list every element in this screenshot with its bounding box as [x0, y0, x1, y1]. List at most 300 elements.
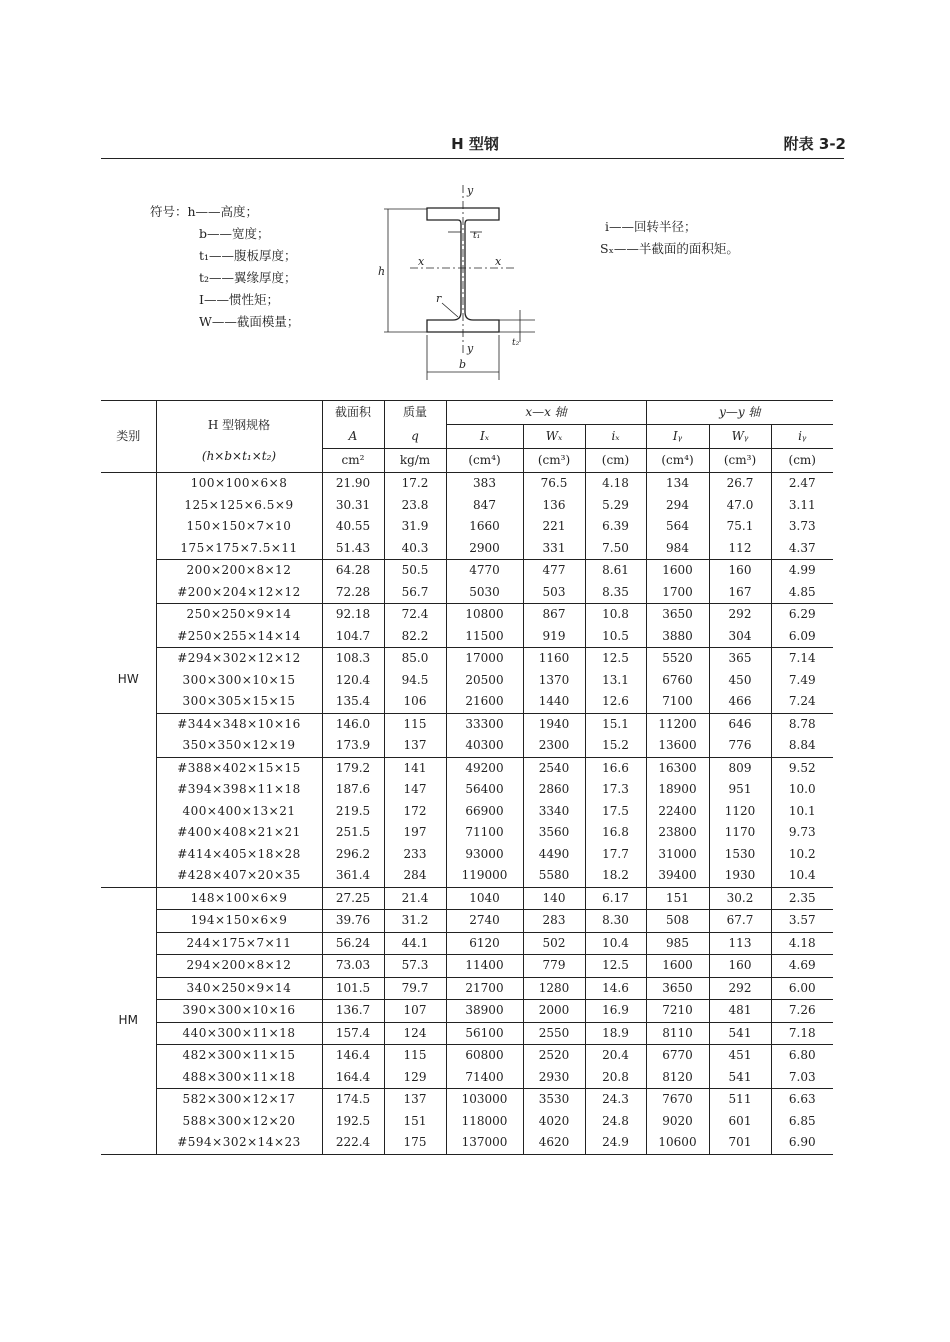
- value-cell: 72.4: [384, 604, 446, 626]
- value-cell: 1370: [523, 670, 585, 692]
- value-cell: 40.3: [384, 538, 446, 560]
- value-cell: 129: [384, 1067, 446, 1089]
- value-cell: 172: [384, 801, 446, 823]
- spec-cell: 482×300×11×15: [156, 1045, 322, 1067]
- value-cell: 173.9: [322, 735, 384, 757]
- col-header-area: 截面积: [322, 401, 384, 425]
- value-cell: 451: [709, 1045, 771, 1067]
- value-cell: 27.25: [322, 887, 384, 910]
- value-cell: 56400: [446, 779, 523, 801]
- table-body: [101, 473, 833, 1155]
- value-cell: 2.35: [771, 887, 833, 910]
- value-cell: 10.2: [771, 844, 833, 866]
- value-cell: 283: [523, 910, 585, 933]
- value-cell: 13600: [646, 735, 709, 757]
- col-symbol-mass: q: [384, 425, 446, 449]
- table-row: [101, 1000, 833, 1023]
- value-cell: 564: [646, 516, 709, 538]
- spec-cell: 194×150×6×9: [156, 910, 322, 933]
- value-cell: 56.7: [384, 582, 446, 604]
- value-cell: 7.18: [771, 1022, 833, 1045]
- value-cell: 75.1: [709, 516, 771, 538]
- value-cell: 7.24: [771, 691, 833, 713]
- symbol-legend: [150, 201, 299, 333]
- value-cell: 136.7: [322, 1000, 384, 1023]
- value-cell: 6770: [646, 1045, 709, 1067]
- value-cell: 1600: [646, 560, 709, 582]
- value-cell: 6.09: [771, 626, 833, 648]
- value-cell: 39400: [646, 865, 709, 887]
- spec-title: H 型钢规格: [207, 417, 271, 432]
- value-cell: 450: [709, 670, 771, 692]
- table-row: [101, 1132, 833, 1154]
- value-cell: 7210: [646, 1000, 709, 1023]
- value-cell: 4.18: [585, 473, 646, 495]
- value-cell: 39.76: [322, 910, 384, 933]
- value-cell: 14.6: [585, 977, 646, 1000]
- value-cell: 8.84: [771, 735, 833, 757]
- col-header-yy-axis: y—y 轴: [646, 401, 833, 425]
- value-cell: 160: [709, 560, 771, 582]
- value-cell: 113: [709, 932, 771, 955]
- value-cell: 4.69: [771, 955, 833, 978]
- value-cell: 6120: [446, 932, 523, 955]
- value-cell: 174.5: [322, 1089, 384, 1111]
- value-cell: 15.1: [585, 713, 646, 735]
- category-cell: HW: [101, 473, 156, 888]
- value-cell: 85.0: [384, 648, 446, 670]
- value-cell: 31.2: [384, 910, 446, 933]
- value-cell: 1280: [523, 977, 585, 1000]
- col-symbol-area: A: [322, 425, 384, 449]
- value-cell: 10600: [646, 1132, 709, 1154]
- col-symbol-ix-radius: iₓ: [585, 425, 646, 449]
- dim-label-t1: t₁: [473, 231, 481, 241]
- value-cell: 26.7: [709, 473, 771, 495]
- spec-cell: 244×175×7×11: [156, 932, 322, 955]
- spec-cell: #294×302×12×12: [156, 648, 322, 670]
- value-cell: 383: [446, 473, 523, 495]
- value-cell: 4490: [523, 844, 585, 866]
- value-cell: 135.4: [322, 691, 384, 713]
- value-cell: 140: [523, 887, 585, 910]
- value-cell: 2550: [523, 1022, 585, 1045]
- spec-cell: #428×407×20×35: [156, 865, 322, 887]
- value-cell: 294: [646, 495, 709, 517]
- value-cell: 24.3: [585, 1089, 646, 1111]
- value-cell: 3.73: [771, 516, 833, 538]
- value-cell: 57.3: [384, 955, 446, 978]
- value-cell: 508: [646, 910, 709, 933]
- value-cell: 30.2: [709, 887, 771, 910]
- spec-cell: 250×250×9×14: [156, 604, 322, 626]
- spec-cell: #200×204×12×12: [156, 582, 322, 604]
- value-cell: 120.4: [322, 670, 384, 692]
- value-cell: 20.8: [585, 1067, 646, 1089]
- value-cell: 3.11: [771, 495, 833, 517]
- value-cell: 219.5: [322, 801, 384, 823]
- value-cell: 6.39: [585, 516, 646, 538]
- col-header-spec: [156, 401, 322, 449]
- table-row: [101, 670, 833, 692]
- value-cell: 18.2: [585, 865, 646, 887]
- axis-label-y: y: [467, 342, 474, 355]
- spec-cell: 440×300×11×18: [156, 1022, 322, 1045]
- value-cell: 64.28: [322, 560, 384, 582]
- value-cell: 4770: [446, 560, 523, 582]
- value-cell: 3.57: [771, 910, 833, 933]
- table-row: [101, 932, 833, 955]
- table-row: [101, 691, 833, 713]
- col-header-xx-axis: x—x 轴: [446, 401, 646, 425]
- legend-item: 符号：h——高度；: [150, 204, 259, 219]
- spec-cell: #594×302×14×23: [156, 1132, 322, 1154]
- value-cell: 17.3: [585, 779, 646, 801]
- spec-cell: 582×300×12×17: [156, 1089, 322, 1111]
- value-cell: 701: [709, 1132, 771, 1154]
- value-cell: 33300: [446, 713, 523, 735]
- table-row: [101, 735, 833, 757]
- value-cell: 9.73: [771, 822, 833, 844]
- table-row: [101, 910, 833, 933]
- value-cell: 146.0: [322, 713, 384, 735]
- value-cell: 24.8: [585, 1111, 646, 1133]
- value-cell: 56.24: [322, 932, 384, 955]
- spec-cell: 400×400×13×21: [156, 801, 322, 823]
- value-cell: 93000: [446, 844, 523, 866]
- spec-formula: (h×b×t₁×t₂): [156, 449, 322, 473]
- value-cell: 6.17: [585, 887, 646, 910]
- value-cell: 167: [709, 582, 771, 604]
- value-cell: 10.1: [771, 801, 833, 823]
- value-cell: 222.4: [322, 1132, 384, 1154]
- spec-cell: #344×348×10×16: [156, 713, 322, 735]
- value-cell: 94.5: [384, 670, 446, 692]
- value-cell: 40300: [446, 735, 523, 757]
- value-cell: 12.6: [585, 691, 646, 713]
- value-cell: 137000: [446, 1132, 523, 1154]
- value-cell: 16.6: [585, 757, 646, 779]
- value-cell: 6.85: [771, 1111, 833, 1133]
- value-cell: 51.43: [322, 538, 384, 560]
- table-row: [101, 822, 833, 844]
- table-row: [101, 1045, 833, 1067]
- value-cell: 233: [384, 844, 446, 866]
- value-cell: 50.5: [384, 560, 446, 582]
- value-cell: 6.29: [771, 604, 833, 626]
- value-cell: 1170: [709, 822, 771, 844]
- spec-cell: 588×300×12×20: [156, 1111, 322, 1133]
- page-title: H 型钢: [451, 135, 499, 153]
- value-cell: 11500: [446, 626, 523, 648]
- value-cell: 67.7: [709, 910, 771, 933]
- value-cell: 72.28: [322, 582, 384, 604]
- value-cell: 92.18: [322, 604, 384, 626]
- value-cell: 10.0: [771, 779, 833, 801]
- value-cell: 11200: [646, 713, 709, 735]
- value-cell: 24.9: [585, 1132, 646, 1154]
- table-row: [101, 801, 833, 823]
- value-cell: 477: [523, 560, 585, 582]
- value-cell: 6760: [646, 670, 709, 692]
- value-cell: 107: [384, 1000, 446, 1023]
- value-cell: 82.2: [384, 626, 446, 648]
- value-cell: 7670: [646, 1089, 709, 1111]
- spec-cell: 300×305×15×15: [156, 691, 322, 713]
- spec-cell: #388×402×15×15: [156, 757, 322, 779]
- value-cell: 71400: [446, 1067, 523, 1089]
- spec-cell: 340×250×9×14: [156, 977, 322, 1000]
- value-cell: 9.52: [771, 757, 833, 779]
- value-cell: 12.5: [585, 955, 646, 978]
- value-cell: 31.9: [384, 516, 446, 538]
- table-row: [101, 582, 833, 604]
- table-row: [101, 844, 833, 866]
- spec-cell: 148×100×6×9: [156, 887, 322, 910]
- value-cell: 7.49: [771, 670, 833, 692]
- h-beam-table: [101, 400, 833, 1155]
- value-cell: 118000: [446, 1111, 523, 1133]
- value-cell: 10.8: [585, 604, 646, 626]
- value-cell: 541: [709, 1067, 771, 1089]
- table-row: [101, 516, 833, 538]
- value-cell: 502: [523, 932, 585, 955]
- value-cell: 21700: [446, 977, 523, 1000]
- value-cell: 119000: [446, 865, 523, 887]
- value-cell: 17.2: [384, 473, 446, 495]
- legend-item: t₁——腹板厚度；: [199, 248, 297, 263]
- table-row: [101, 955, 833, 978]
- value-cell: 1440: [523, 691, 585, 713]
- value-cell: 2000: [523, 1000, 585, 1023]
- value-cell: 30.31: [322, 495, 384, 517]
- value-cell: 71100: [446, 822, 523, 844]
- value-cell: 10800: [446, 604, 523, 626]
- value-cell: 40.55: [322, 516, 384, 538]
- col-header-mass: 质量: [384, 401, 446, 425]
- value-cell: 187.6: [322, 779, 384, 801]
- value-cell: 541: [709, 1022, 771, 1045]
- col-symbol-iy-moment: Iᵧ: [646, 425, 709, 449]
- col-symbol-iy-radius: iᵧ: [771, 425, 833, 449]
- value-cell: 60800: [446, 1045, 523, 1067]
- value-cell: 124: [384, 1022, 446, 1045]
- value-cell: 16300: [646, 757, 709, 779]
- value-cell: 1160: [523, 648, 585, 670]
- value-cell: 4020: [523, 1111, 585, 1133]
- value-cell: 76.5: [523, 473, 585, 495]
- value-cell: 141: [384, 757, 446, 779]
- col-symbol-wx: Wₓ: [523, 425, 585, 449]
- value-cell: 3560: [523, 822, 585, 844]
- value-cell: 6.90: [771, 1132, 833, 1154]
- value-cell: 1930: [709, 865, 771, 887]
- unit-iy-moment: (cm⁴): [646, 449, 709, 473]
- value-cell: 221: [523, 516, 585, 538]
- header-rule: [101, 158, 844, 159]
- value-cell: 115: [384, 1045, 446, 1067]
- unit-ix-moment: (cm⁴): [446, 449, 523, 473]
- spec-cell: 150×150×7×10: [156, 516, 322, 538]
- value-cell: 137: [384, 1089, 446, 1111]
- table-row: [101, 560, 833, 582]
- value-cell: 511: [709, 1089, 771, 1111]
- value-cell: 13.1: [585, 670, 646, 692]
- value-cell: 66900: [446, 801, 523, 823]
- value-cell: 951: [709, 779, 771, 801]
- value-cell: 197: [384, 822, 446, 844]
- value-cell: 3880: [646, 626, 709, 648]
- legend-item: Sₓ——半截面的面积矩。: [600, 241, 739, 256]
- category-cell: HM: [101, 887, 156, 1154]
- table-row: [101, 648, 833, 670]
- value-cell: 646: [709, 713, 771, 735]
- value-cell: 296.2: [322, 844, 384, 866]
- value-cell: 809: [709, 757, 771, 779]
- spec-cell: 294×200×8×12: [156, 955, 322, 978]
- legend-item: i——回转半径；: [605, 219, 697, 234]
- value-cell: 4.37: [771, 538, 833, 560]
- value-cell: 361.4: [322, 865, 384, 887]
- value-cell: 8120: [646, 1067, 709, 1089]
- value-cell: 466: [709, 691, 771, 713]
- value-cell: 20.4: [585, 1045, 646, 1067]
- dim-label-t2: t₂: [512, 338, 520, 348]
- value-cell: 17.5: [585, 801, 646, 823]
- value-cell: 115: [384, 713, 446, 735]
- value-cell: 5.29: [585, 495, 646, 517]
- value-cell: 3650: [646, 604, 709, 626]
- value-cell: 7.26: [771, 1000, 833, 1023]
- table-row: [101, 495, 833, 517]
- spec-cell: 125×125×6.5×9: [156, 495, 322, 517]
- value-cell: 108.3: [322, 648, 384, 670]
- value-cell: 985: [646, 932, 709, 955]
- value-cell: 160: [709, 955, 771, 978]
- value-cell: 20500: [446, 670, 523, 692]
- spec-cell: #250×255×14×14: [156, 626, 322, 648]
- value-cell: 365: [709, 648, 771, 670]
- value-cell: 481: [709, 1000, 771, 1023]
- value-cell: 8.35: [585, 582, 646, 604]
- col-symbol-wy: Wᵧ: [709, 425, 771, 449]
- dim-label-r: r: [436, 292, 442, 305]
- value-cell: 1700: [646, 582, 709, 604]
- value-cell: 2540: [523, 757, 585, 779]
- value-cell: 304: [709, 626, 771, 648]
- value-cell: 44.1: [384, 932, 446, 955]
- table-row: [101, 1111, 833, 1133]
- table-row: [101, 887, 833, 910]
- value-cell: 3340: [523, 801, 585, 823]
- table-row: [101, 473, 833, 495]
- value-cell: 15.2: [585, 735, 646, 757]
- legend-item: I——惯性矩；: [199, 292, 279, 307]
- value-cell: 10.4: [585, 932, 646, 955]
- axis-label-x: x: [495, 255, 502, 268]
- value-cell: 1120: [709, 801, 771, 823]
- value-cell: 1660: [446, 516, 523, 538]
- unit-mass: kg/m: [384, 449, 446, 473]
- value-cell: 919: [523, 626, 585, 648]
- value-cell: 4.99: [771, 560, 833, 582]
- value-cell: 1600: [646, 955, 709, 978]
- value-cell: 601: [709, 1111, 771, 1133]
- value-cell: 6.80: [771, 1045, 833, 1067]
- value-cell: 112: [709, 538, 771, 560]
- value-cell: 1040: [446, 887, 523, 910]
- value-cell: 292: [709, 604, 771, 626]
- value-cell: 11400: [446, 955, 523, 978]
- value-cell: 16.9: [585, 1000, 646, 1023]
- table-row: [101, 604, 833, 626]
- value-cell: 7.14: [771, 648, 833, 670]
- value-cell: 147: [384, 779, 446, 801]
- value-cell: 137: [384, 735, 446, 757]
- value-cell: 2900: [446, 538, 523, 560]
- value-cell: 284: [384, 865, 446, 887]
- unit-wx: (cm³): [523, 449, 585, 473]
- value-cell: 104.7: [322, 626, 384, 648]
- dim-label-h: h: [378, 265, 386, 278]
- value-cell: 22400: [646, 801, 709, 823]
- spec-cell: #394×398×11×18: [156, 779, 322, 801]
- value-cell: 8110: [646, 1022, 709, 1045]
- col-symbol-ix-moment: Iₓ: [446, 425, 523, 449]
- table-row: [101, 538, 833, 560]
- value-cell: 2520: [523, 1045, 585, 1067]
- value-cell: 175: [384, 1132, 446, 1154]
- value-cell: 503: [523, 582, 585, 604]
- h-beam-section-diagram: [370, 180, 540, 385]
- table-row: [101, 626, 833, 648]
- value-cell: 47.0: [709, 495, 771, 517]
- value-cell: 5580: [523, 865, 585, 887]
- unit-iy-radius: (cm): [771, 449, 833, 473]
- value-cell: 2740: [446, 910, 523, 933]
- value-cell: 10.4: [771, 865, 833, 887]
- value-cell: 867: [523, 604, 585, 626]
- table-row: [101, 1022, 833, 1045]
- value-cell: 4.85: [771, 582, 833, 604]
- value-cell: 847: [446, 495, 523, 517]
- value-cell: 7.50: [585, 538, 646, 560]
- col-header-category: 类别: [101, 401, 156, 473]
- dim-label-b: b: [459, 358, 467, 371]
- value-cell: 179.2: [322, 757, 384, 779]
- legend-item: W——截面模量；: [199, 314, 300, 329]
- value-cell: 17000: [446, 648, 523, 670]
- unit-wy: (cm³): [709, 449, 771, 473]
- value-cell: 779: [523, 955, 585, 978]
- value-cell: 164.4: [322, 1067, 384, 1089]
- axis-label-x: x: [418, 255, 425, 268]
- value-cell: 4620: [523, 1132, 585, 1154]
- spec-cell: #400×408×21×21: [156, 822, 322, 844]
- table-row: [101, 1067, 833, 1089]
- value-cell: 23800: [646, 822, 709, 844]
- value-cell: 192.5: [322, 1111, 384, 1133]
- value-cell: 56100: [446, 1022, 523, 1045]
- value-cell: 49200: [446, 757, 523, 779]
- value-cell: 3530: [523, 1089, 585, 1111]
- value-cell: 2860: [523, 779, 585, 801]
- value-cell: 2300: [523, 735, 585, 757]
- table-row: [101, 1089, 833, 1111]
- spec-cell: 200×200×8×12: [156, 560, 322, 582]
- value-cell: 21.4: [384, 887, 446, 910]
- appendix-label: 附表 3-2: [783, 135, 846, 153]
